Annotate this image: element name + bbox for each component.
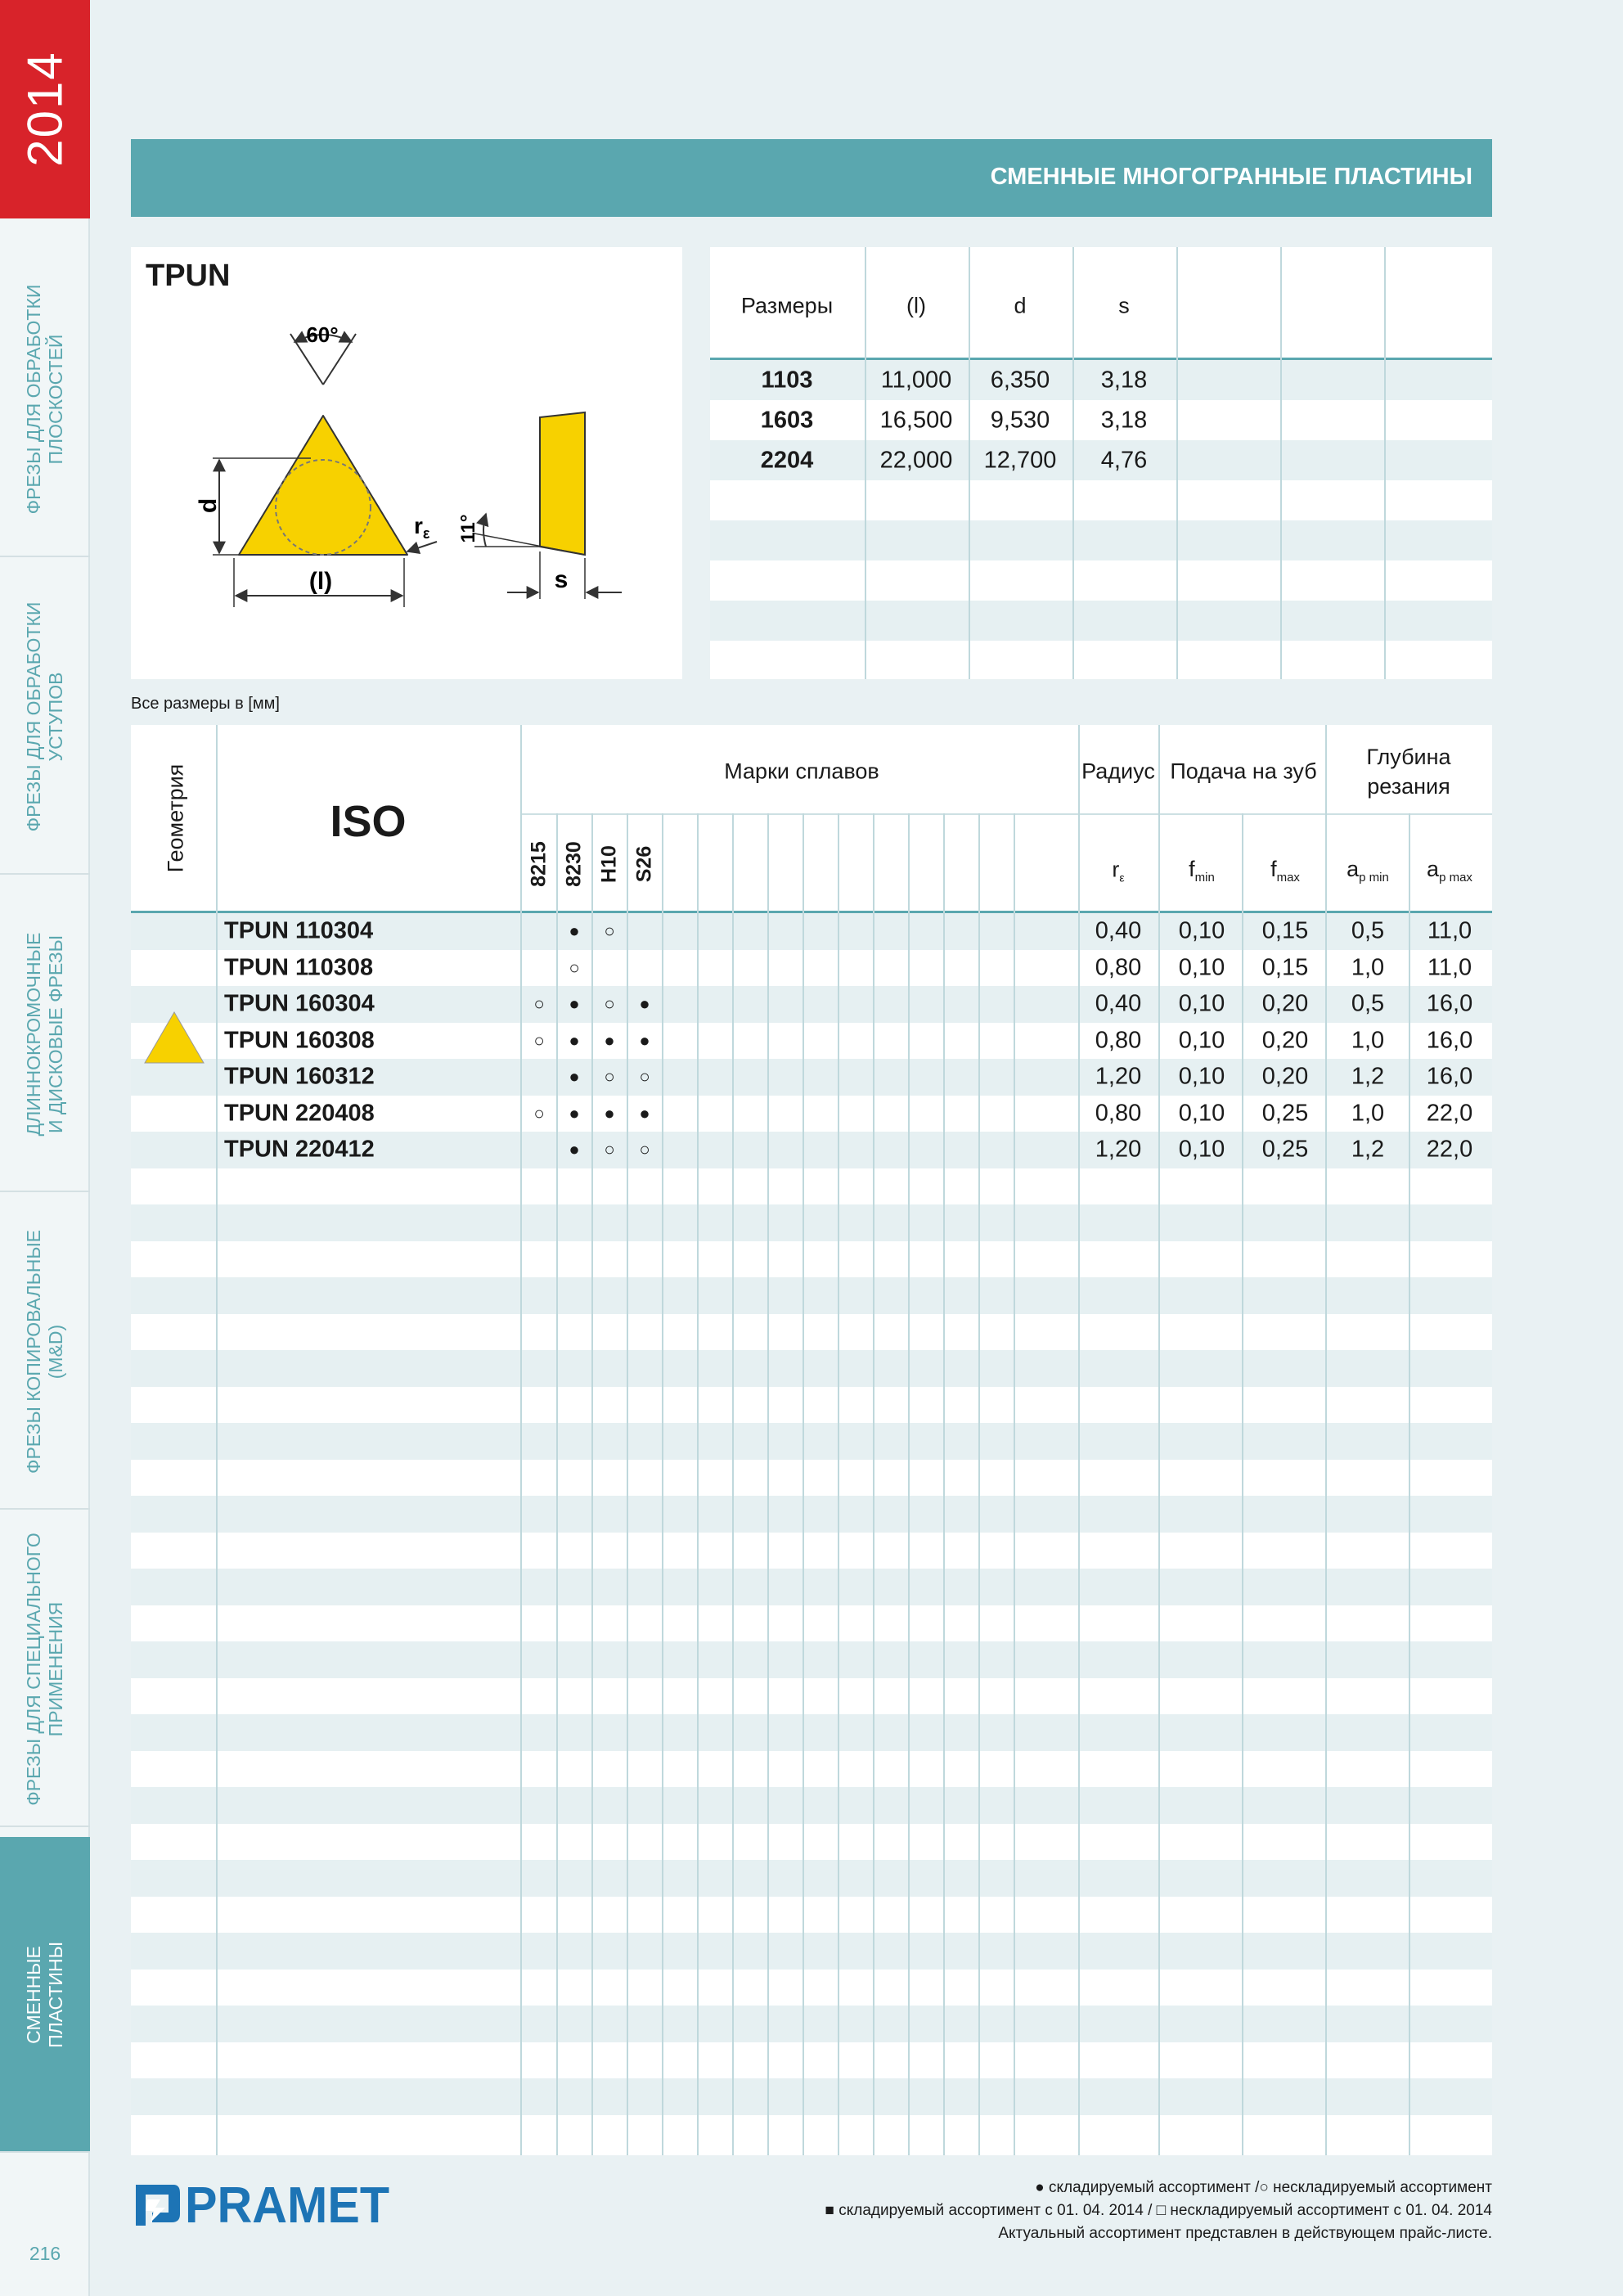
year-tab[interactable] — [0, 0, 90, 218]
table-row — [131, 1569, 1492, 1605]
availability-mark: ● — [569, 993, 580, 1015]
cell-r: 1,20 — [1095, 1063, 1142, 1090]
availability-mark: ● — [569, 1066, 580, 1087]
table-row — [710, 601, 1492, 641]
cell-apmax: 16,0 — [1426, 990, 1473, 1017]
table-row — [131, 1897, 1492, 1934]
cell-apmin: 0,5 — [1351, 990, 1385, 1017]
cell-apmax: 11,0 — [1427, 954, 1472, 981]
units-note: Все размеры в [мм] — [131, 695, 280, 713]
availability-mark: ○ — [533, 993, 545, 1015]
size-cell: 22,000 — [879, 447, 953, 474]
sidebar-item-label: ФРЕЗЫ ДЛЯ СПЕЦИАЛЬНОГО ПРИМЕНЕНИЯ — [23, 1533, 66, 1806]
size-cell: 12,700 — [983, 447, 1057, 474]
table-row — [131, 2115, 1492, 2152]
feed-header: Подача на зуб — [1170, 759, 1317, 784]
cell-apmin: 1,2 — [1351, 1063, 1385, 1090]
grades-header: Марки сплавов — [724, 759, 879, 784]
cell-apmax: 16,0 — [1426, 1027, 1473, 1054]
table-row — [131, 1387, 1492, 1424]
triangle-geometry-icon — [143, 1011, 205, 1066]
col-divider — [697, 813, 699, 2155]
table-row — [131, 2078, 1492, 2115]
table-row — [710, 520, 1492, 560]
col-divider — [591, 813, 593, 2155]
grade-8230-header: 8230 — [562, 841, 586, 887]
availability-mark: ○ — [604, 1066, 615, 1087]
sizes-header: Размеры — [740, 293, 834, 318]
year-label: 2014 — [17, 51, 73, 167]
cell-apmin: 0,5 — [1351, 917, 1385, 944]
size-code: 2204 — [760, 447, 814, 474]
table-row — [131, 1605, 1492, 1642]
r-label: $r_\varepsilon$ — [414, 513, 430, 542]
cell-apmax: 16,0 — [1426, 1063, 1473, 1090]
size-code: 1603 — [760, 407, 814, 434]
section-title: СМЕННЫЕ МНОГОГРАННЫЕ ПЛАСТИНЫ — [990, 164, 1472, 190]
cell-r: 1,20 — [1095, 1136, 1142, 1163]
triangle-insert — [239, 416, 407, 555]
legend-line-3: Актуальный ассортимент представлен в действующем прайс-листе. — [998, 2225, 1492, 2242]
cell-apmax: 22,0 — [1426, 1136, 1473, 1163]
r-epsilon-header: $r_\varepsilon$ — [1112, 857, 1125, 885]
page-number: 216 — [29, 2243, 61, 2264]
sidebar-item-label: ФРЕЗЫ КОПИРОВАЛЬНЫЕ (M&D) — [23, 1229, 66, 1474]
grade-8215-header: 8215 — [527, 841, 551, 887]
size-cell: 16,500 — [879, 407, 953, 434]
cell-r: 0,40 — [1095, 990, 1142, 1017]
table-row — [131, 1204, 1492, 1241]
insert-code: TPUN 160312 — [224, 1063, 375, 1090]
table-row — [131, 1751, 1492, 1788]
table-row — [131, 1314, 1492, 1351]
legend-line-2: ■ складируемый ассортимент с 01. 04. 2014 / □ нескладируемый ассортимент с 01. 04. 2014 — [825, 2202, 1492, 2219]
availability-mark: ○ — [533, 1029, 545, 1051]
col-divider — [873, 813, 874, 2155]
angle-11-label: 11° — [457, 514, 479, 543]
f-max-header: $f_{max}$ — [1270, 856, 1300, 885]
size-cell: 9,530 — [990, 407, 1050, 434]
cell-fmin: 0,10 — [1178, 917, 1225, 944]
side-angle-arc — [483, 514, 486, 547]
header-subrule — [520, 813, 1492, 815]
insert-code: TPUN 110308 — [224, 954, 374, 981]
sidebar-item-label: СМЕННЫЕ ПЛАСТИНЫ — [23, 1942, 66, 2048]
col-divider — [1078, 725, 1080, 2155]
col-divider — [1409, 813, 1410, 2155]
angle-60-label: 60° — [306, 322, 339, 347]
grade-h10-header: H10 — [597, 845, 621, 883]
iso-header: ISO — [330, 797, 407, 846]
table-row — [131, 1970, 1492, 2006]
insert-name: TPUN — [146, 259, 231, 293]
table-row — [131, 1277, 1492, 1314]
sidebar-item-shoulder-milling[interactable] — [0, 559, 90, 875]
cell-r: 0,40 — [1095, 917, 1142, 944]
depth-header: Глубина резания — [1366, 745, 1451, 799]
col-divider — [1176, 247, 1178, 679]
sidebar-item-label: ФРЕЗЫ ДЛЯ ОБРАБОТКИ ПЛОСКОСТЕЙ — [23, 284, 66, 515]
cell-fmax: 0,25 — [1261, 1136, 1309, 1163]
cell-fmin: 0,10 — [1178, 1027, 1225, 1054]
table-row — [131, 1933, 1492, 1970]
availability-mark: ● — [604, 1029, 615, 1051]
col-divider — [1280, 247, 1282, 679]
sizes-header: (l) — [906, 293, 926, 318]
col-divider — [1242, 813, 1243, 2155]
insert-drawing — [131, 247, 682, 679]
availability-mark: ○ — [569, 957, 580, 978]
insert-code: TPUN 220412 — [224, 1136, 375, 1163]
cell-apmin: 1,2 — [1351, 1136, 1385, 1163]
main-header-rule — [131, 911, 1492, 913]
table-row — [131, 1641, 1492, 1678]
col-divider — [732, 813, 734, 2155]
sidebar-item-label: ФРЕЗЫ ДЛЯ ОБРАБОТКИ УСТУПОВ — [23, 601, 66, 832]
section-header — [131, 139, 1492, 217]
sidebar-item-copy-milling[interactable] — [0, 1194, 90, 1510]
table-row — [131, 1787, 1492, 1824]
size-cell: 3,18 — [1100, 367, 1148, 394]
geometry-header: Геометрия — [163, 763, 188, 873]
col-divider — [838, 813, 839, 2155]
table-row — [710, 560, 1492, 601]
table-row — [710, 480, 1492, 520]
availability-mark: ● — [639, 993, 650, 1015]
table-row — [131, 1423, 1492, 1460]
availability-mark: ● — [639, 1102, 650, 1123]
col-divider — [1384, 247, 1386, 679]
cell-fmin: 0,10 — [1178, 990, 1225, 1017]
col-divider — [216, 725, 218, 2155]
sizes-table — [710, 247, 1492, 679]
cell-fmin: 0,10 — [1178, 1136, 1225, 1163]
sidebar-item-special[interactable] — [0, 1511, 90, 1827]
insert-code: TPUN 160308 — [224, 1027, 375, 1054]
table-row — [131, 2042, 1492, 2079]
table-row — [710, 641, 1492, 679]
size-cell: 6,350 — [990, 367, 1050, 394]
col-divider — [908, 813, 910, 2155]
availability-mark: ● — [639, 1029, 650, 1051]
s-label: s — [554, 566, 569, 593]
table-row — [131, 2006, 1492, 2042]
d-label: d — [195, 497, 222, 514]
table-row — [131, 1350, 1492, 1387]
insert-code: TPUN 220408 — [224, 1100, 375, 1127]
size-cell: 11,000 — [880, 367, 952, 394]
ap-min-header: $a_{p min}$ — [1347, 856, 1389, 885]
cell-fmax: 0,15 — [1261, 917, 1309, 944]
availability-mark: ● — [569, 1139, 580, 1160]
col-divider — [978, 813, 980, 2155]
availability-mark: ● — [569, 1102, 580, 1123]
legend-line-1: ● складируемый ассортимент /○ нескладируемый ассортимент — [1035, 2179, 1492, 2196]
table-row — [131, 1496, 1492, 1533]
availability-mark: ○ — [604, 993, 615, 1015]
sidebar-item-face-milling[interactable] — [0, 241, 90, 557]
cell-fmin: 0,10 — [1178, 1100, 1225, 1127]
cell-fmax: 0,20 — [1261, 1027, 1309, 1054]
availability-mark: ○ — [639, 1066, 650, 1087]
col-divider — [1072, 247, 1074, 679]
sizes-header: d — [1014, 293, 1027, 318]
radius-header: Радиус — [1081, 759, 1155, 784]
table-row — [131, 1460, 1492, 1497]
cell-fmax: 0,20 — [1261, 990, 1309, 1017]
availability-mark: ○ — [604, 1139, 615, 1160]
col-divider — [943, 813, 945, 2155]
cell-apmin: 1,0 — [1351, 1027, 1385, 1054]
f-min-header: $f_{min}$ — [1189, 856, 1215, 885]
r-arrow — [407, 542, 437, 551]
size-cell: 4,76 — [1100, 447, 1148, 474]
availability-mark: ● — [569, 921, 580, 942]
size-cell: 3,18 — [1100, 407, 1148, 434]
cell-r: 0,80 — [1095, 1027, 1142, 1054]
col-divider — [1014, 813, 1015, 2155]
availability-mark: ○ — [533, 1102, 545, 1123]
cell-r: 0,80 — [1095, 954, 1142, 981]
side-view-insert — [540, 412, 585, 555]
table-row — [131, 1168, 1492, 1205]
availability-mark: ● — [604, 1102, 615, 1123]
table-row — [131, 1824, 1492, 1861]
sidebar-item-label: ДЛИННОКРОМОЧНЫЕ И ДИСКОВЫЕ ФРЕЗЫ — [23, 932, 66, 1137]
availability-mark: ○ — [604, 921, 615, 942]
pramet-logo-text: PRAMET — [185, 2177, 390, 2234]
table-row — [131, 1860, 1492, 1897]
size-code: 1103 — [761, 367, 813, 394]
pramet-logo[interactable] — [131, 2177, 401, 2234]
ap-max-header: $a_{p max}$ — [1427, 856, 1472, 885]
col-divider — [1158, 725, 1160, 2155]
col-divider — [803, 813, 804, 2155]
l-label: (l) — [308, 568, 333, 595]
col-divider — [520, 725, 522, 2155]
table-row — [131, 1714, 1492, 1751]
availability-mark: ● — [569, 1029, 580, 1051]
insert-code: TPUN 110304 — [224, 917, 374, 944]
cell-fmax: 0,15 — [1261, 954, 1309, 981]
col-divider — [767, 813, 769, 2155]
grade-s26-header: S26 — [632, 845, 656, 883]
footer-legend — [825, 2177, 1493, 2245]
table-row — [131, 1533, 1492, 1569]
cell-apmin: 1,0 — [1351, 954, 1385, 981]
drawing-panel — [131, 247, 682, 679]
cell-apmin: 1,0 — [1351, 1100, 1385, 1127]
table-row — [131, 1241, 1492, 1278]
sidebar — [0, 0, 90, 2296]
inserts-table — [131, 725, 1492, 2155]
cell-fmin: 0,10 — [1178, 954, 1225, 981]
col-divider — [556, 813, 558, 2155]
cell-fmax: 0,20 — [1261, 1063, 1309, 1090]
cell-fmin: 0,10 — [1178, 1063, 1225, 1090]
col-divider — [1325, 725, 1327, 2155]
availability-mark: ○ — [639, 1139, 650, 1160]
col-divider — [865, 247, 866, 679]
col-divider — [662, 813, 663, 2155]
cell-fmax: 0,25 — [1261, 1100, 1309, 1127]
sidebar-item-inserts[interactable] — [0, 1837, 90, 2153]
table-row — [131, 1678, 1492, 1715]
cell-r: 0,80 — [1095, 1100, 1142, 1127]
cell-apmax: 11,0 — [1427, 917, 1472, 944]
cell-apmax: 22,0 — [1426, 1100, 1473, 1127]
sidebar-item-long-edge-disc[interactable] — [0, 876, 90, 1192]
sizes-header: s — [1118, 293, 1130, 318]
col-divider — [969, 247, 970, 679]
insert-code: TPUN 160304 — [224, 990, 375, 1017]
col-divider — [627, 813, 628, 2155]
